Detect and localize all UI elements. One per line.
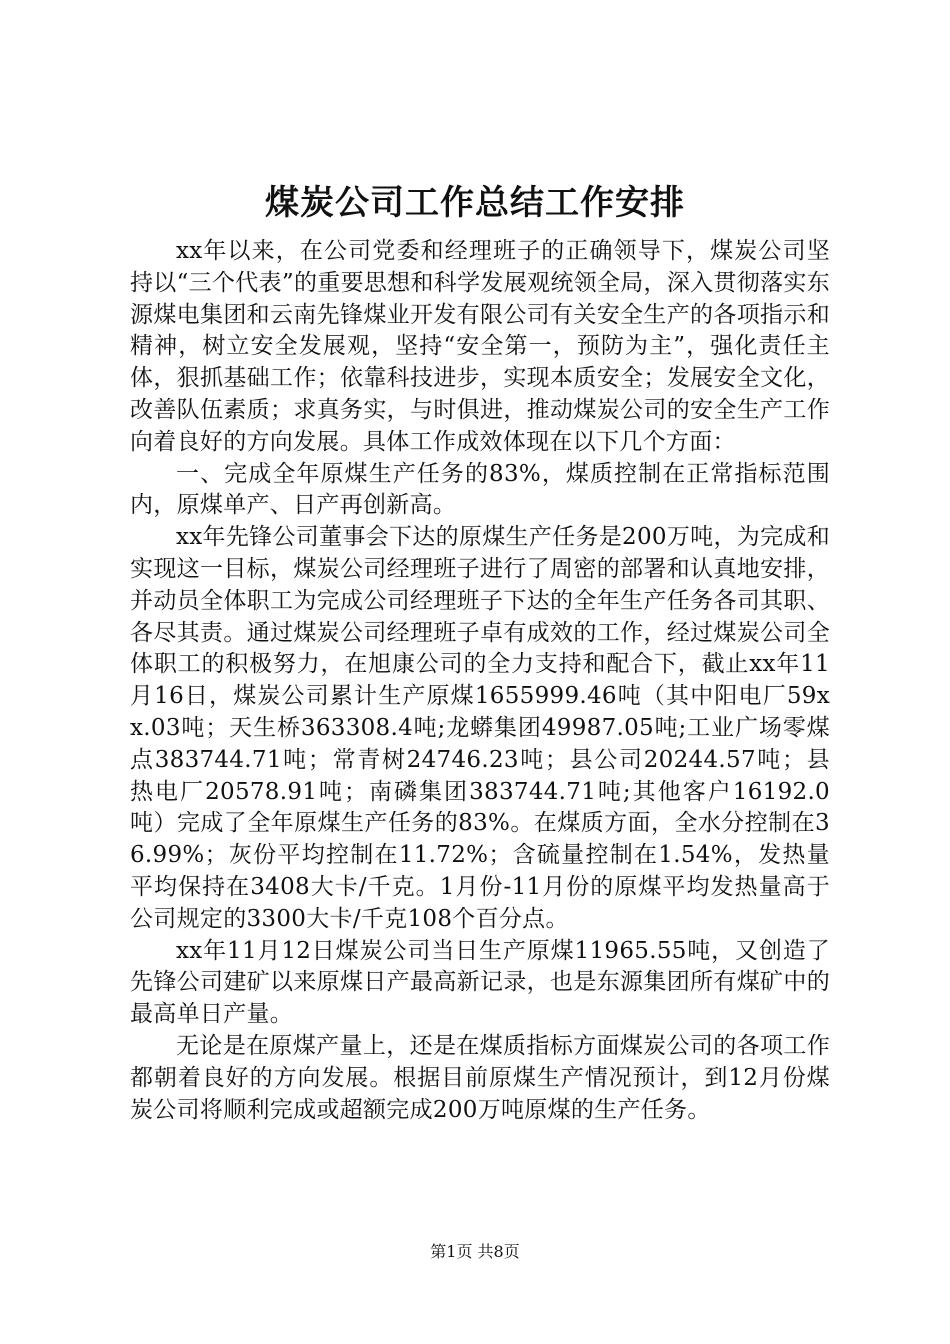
paragraph-daily-record: xx年11月12日煤炭公司当日生产原煤11965.55吨，又创造了先锋公司建矿以来原煤日产最高新记录，也是东源集团所有煤矿中的最高单日产量。 — [130, 937, 830, 1028]
paragraph-outlook: 无论是在原煤产量上，还是在煤质指标方面煤炭公司的各项工作都朝着良好的方向发展。根据目前原煤生产情况预计，到12月份煤炭公司将顺利完成或超额完成200万吨原煤的生产任务。 — [130, 1032, 830, 1123]
paragraph-section-heading: 一、完成全年原煤生产任务的83%，煤质控制在正常指标范围内，原煤单产、日产再创新高。 — [130, 460, 830, 519]
paragraph-intro: xx年以来，在公司党委和经理班子的正确领导下，煤炭公司坚持以“三个代表”的重要思想和科学发展观统领全局，深入贯彻落实东源煤电集团和云南先锋煤业开发有限公司有关安全生产的各项指示和精神，树立安全发展观，坚持“安全第一，预防为主”，强化责任主体，狠抓基础工作；依靠科技进步，实现本质安全；发展安全文化，改善队伍素质；求真务实，与时俱进，推动煤炭公司的安全生产工作向着良好的方向发展。具体工作成效体现在以下几个方面： — [130, 238, 830, 455]
document-body — [130, 236, 830, 1126]
page-footer: 第1页 共8页 — [430, 1242, 520, 1261]
document-title: 煤炭公司工作总结工作安排 — [265, 183, 685, 223]
paragraph-production-details: xx年先锋公司董事会下达的原煤生产任务是200万吨，为完成和实现这一目标，煤炭公司经理班子进行了周密的部署和认真地安排，并动员全体职工为完成公司经理班子下达的全年生产任务各司其职、各尽其责。通过煤炭公司经理班子卓有成效的工作，经过煤炭公司全体职工的积极努力，在旭康公司的全力支持和配合下，截止xx年11月16日，煤炭公司累计生产原煤1655999.46吨（其中阳电厂59xx.03吨；天生桥363308.4吨;龙蟒集团49987.05吨;工业广场零煤点383744.71吨；常青树24746.23吨；县公司20244.57吨；县热电厂20578.91吨；南磷集团383744.71吨;其他客户16192.0吨）完成了全年原煤生产任务的83%。在煤质方面，全水分控制在36.99%；灰份平均控制在11.72%；含硫量控制在1.54%，发热量平均保持在3408大卡/千克。1月份-11月份的原煤平均发热量高于公司规定的3300大卡/千克108个百分点。 — [130, 524, 830, 932]
